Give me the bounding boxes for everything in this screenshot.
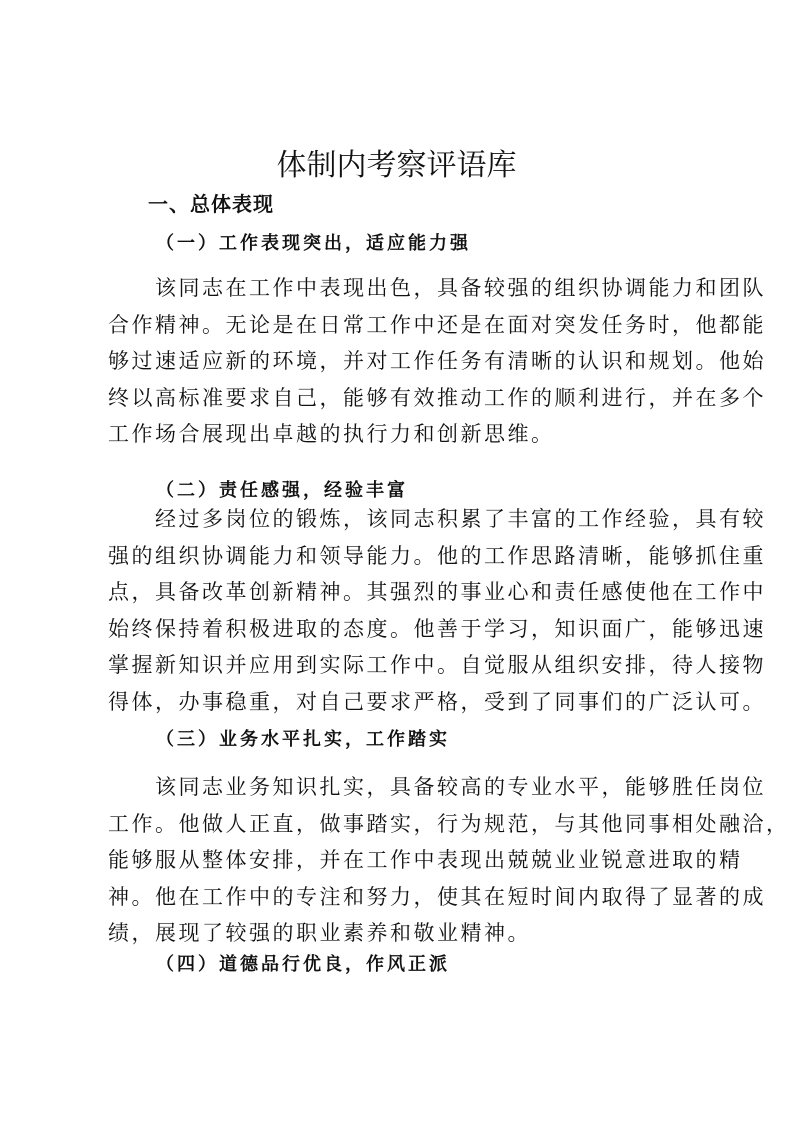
subsection-heading-4: （四）道德品行优良，作风正派	[156, 954, 450, 975]
paragraph-line: 该同志业务知识扎实，具备较高的专业水平，能够胜任岗位	[155, 775, 766, 799]
paragraph-2	[108, 501, 766, 720]
section-heading: 一、总体表现	[148, 192, 274, 216]
paragraph-line: 能够服从整体安排，并在工作中表现出兢兢业业锐意进取的精	[108, 848, 743, 872]
paragraph-line: 始终保持着积极进取的态度。他善于学习，知识面广，能够迅速	[108, 616, 766, 641]
document-title: 体制内考察评语库	[276, 148, 517, 183]
paragraph-line: 掌握新知识并应用到实际工作中。自觉服从组织安排，待人接物	[108, 653, 766, 677]
paragraph-line: 该同志在工作中表现出色，具备较强的组织协调能力和团队	[155, 276, 766, 300]
paragraph-line: 经过多岗位的锻炼，该同志积累了丰富的工作经验，具有较	[155, 507, 766, 531]
subsection-heading-1: （一）工作表现突出，适应能力强	[156, 233, 471, 254]
paragraph-line: 够过速适应新的环境，并对工作任务有清晰的认识和规划。他始	[108, 349, 766, 373]
paragraph-line: 得体，办事稳重，对自己要求严格，受到了同事们的广泛认可。	[108, 689, 766, 714]
paragraph-line: 点，具备改革创新精神。其强烈的事业心和责任感使他在工作中	[108, 580, 766, 604]
paragraph-line: 终以高标准要求自己，能够有效推动工作的顺利进行，并在多个	[108, 385, 766, 410]
paragraph-line: 神。他在工作中的专注和努力，使其在短时间内取得了显著的成	[108, 884, 766, 909]
paragraph-1	[108, 270, 766, 453]
paragraph-line: 工作。他做人正直，做事踏实，行为规范，与其他同事相处融洽，	[108, 811, 790, 836]
subsection-heading-3: （三）业务水平扎实，工作踏实	[156, 729, 450, 750]
paragraph-line: 合作精神。无论是在日常工作中还是在面对突发任务时，他都能	[108, 312, 766, 337]
paragraph-line: 强的组织协调能力和领导能力。他的工作思路清晰，能够抓住重	[108, 543, 766, 568]
paragraph-3	[108, 769, 790, 952]
paragraph-line: 工作场合展现出卓越的执行力和创新思维。	[108, 422, 555, 446]
subsection-heading-2: （二）责任感强，经验丰富	[156, 480, 408, 501]
paragraph-line: 绩，展现了较强的职业素养和敬业精神。	[108, 921, 531, 945]
